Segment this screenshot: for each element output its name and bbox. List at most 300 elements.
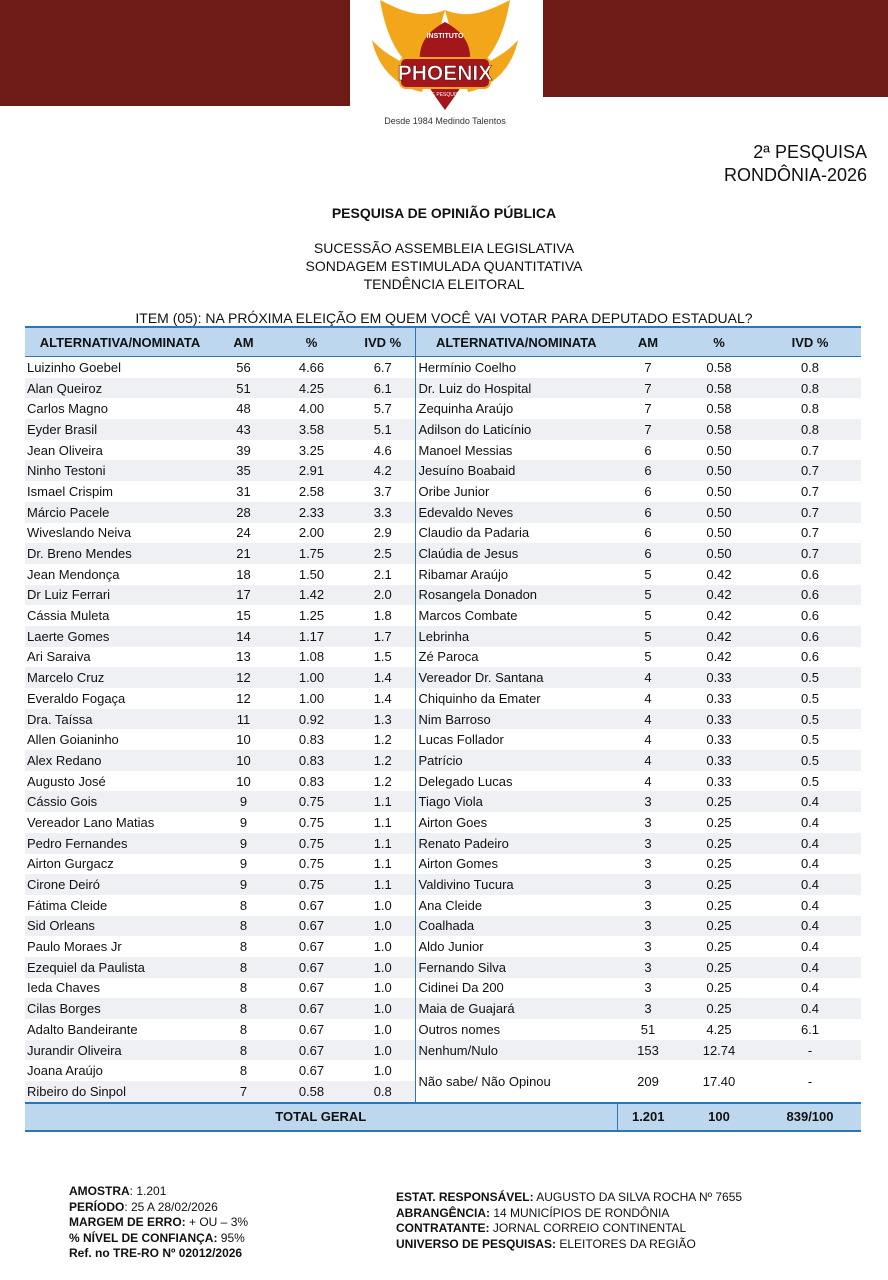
- table-row: [25, 419, 861, 440]
- cell-am-left: 39: [215, 440, 272, 461]
- table-row: [25, 750, 861, 771]
- cell-nominata-left: Dr. Breno Mendes: [25, 543, 215, 564]
- table-row: [25, 874, 861, 895]
- cell-ivd-left: 1.2: [351, 771, 415, 792]
- cell-am-right: 4: [617, 729, 679, 750]
- cell-nominata-left: Alex Redano: [25, 750, 215, 771]
- cell-pct-right: 0.42: [679, 605, 759, 626]
- footer-value: JORNAL CORREIO CONTINENTAL: [489, 1221, 687, 1235]
- cell-nominata-right: Dr. Luiz do Hospital: [415, 378, 617, 399]
- cell-pct-left: 1.08: [272, 647, 351, 668]
- cell-ivd-right: 0.4: [759, 936, 861, 957]
- cell-nominata-right: Lebrinha: [415, 626, 617, 647]
- cell-ivd-left: 6.7: [351, 357, 415, 378]
- survey-number: 2ª PESQUISA: [753, 142, 867, 162]
- cell-am-left: 21: [215, 543, 272, 564]
- footer-value: AUGUSTO DA SILVA ROCHA Nº 7655: [533, 1190, 743, 1204]
- cell-pct-right: 0.50: [679, 481, 759, 502]
- cell-ivd-right: 0.4: [759, 916, 861, 937]
- cell-nominata-left: Dr Luiz Ferrari: [25, 585, 215, 606]
- cell-nominata-right: Zequinha Araújo: [415, 398, 617, 419]
- cell-am-left: 10: [215, 729, 272, 750]
- cell-am-left: 43: [215, 419, 272, 440]
- cell-am-right: 3: [617, 812, 679, 833]
- table-row: [25, 605, 861, 626]
- cell-nominata-left: Laerte Gomes: [25, 626, 215, 647]
- cell-pct-left: 3.58: [272, 419, 351, 440]
- cell-am-right: 5: [617, 647, 679, 668]
- cell-ivd-right: 0.4: [759, 833, 861, 854]
- table-row: [25, 1060, 861, 1081]
- cell-pct-left: 0.83: [272, 729, 351, 750]
- cell-am-left: 15: [215, 605, 272, 626]
- cell-ivd-left: 1.1: [351, 854, 415, 875]
- subtitle-line-2: SONDAGEM ESTIMULADA QUANTITATIVA: [305, 258, 583, 274]
- cell-ivd-left: 5.7: [351, 398, 415, 419]
- cell-nominata-left: Allen Goianinho: [25, 729, 215, 750]
- footer-line: [396, 1190, 742, 1206]
- cell-pct-right: 0.33: [679, 688, 759, 709]
- footer-value: : 25 A 28/02/2026: [124, 1199, 218, 1214]
- footer-label: ESTAT. RESPONSÁVEL:: [396, 1190, 534, 1204]
- table-row: [25, 667, 861, 688]
- cell-am-right: 6: [617, 502, 679, 523]
- cell-nominata-left: Paulo Moraes Jr: [25, 936, 215, 957]
- cell-nominata-right: Ana Cleide: [415, 895, 617, 916]
- table-row: [25, 626, 861, 647]
- cell-ivd-right: 0.5: [759, 771, 861, 792]
- cell-am-left: 8: [215, 1019, 272, 1040]
- cell-ivd-left: 1.0: [351, 1040, 415, 1061]
- cell-pct-left: 0.67: [272, 916, 351, 937]
- table-row: [25, 647, 861, 668]
- cell-nominata-left: Marcelo Cruz: [25, 667, 215, 688]
- cell-ivd-right: 0.4: [759, 812, 861, 833]
- cell-pct-right: 0.42: [679, 647, 759, 668]
- cell-am-left: 8: [215, 895, 272, 916]
- header-am-right: AM: [617, 327, 679, 357]
- table-row: [25, 957, 861, 978]
- cell-pct-right: 0.50: [679, 523, 759, 544]
- cell-am-left: 51: [215, 378, 272, 399]
- table-row: [25, 771, 861, 792]
- cell-nominata-right: Manoel Messias: [415, 440, 617, 461]
- cell-pct-left: 0.75: [272, 791, 351, 812]
- cell-pct-left: 0.92: [272, 709, 351, 730]
- cell-nominata-left: Luizinho Goebel: [25, 357, 215, 378]
- cell-ivd-right: 0.7: [759, 460, 861, 481]
- subtitle-block: [0, 239, 888, 293]
- cell-nominata-right: Airton Gomes: [415, 854, 617, 875]
- cell-nominata-right: Ribamar Araújo: [415, 564, 617, 585]
- footer-label: ABRANGÊNCIA:: [396, 1205, 490, 1220]
- cell-ivd-left: 0.8: [351, 1081, 415, 1103]
- footer-line: [69, 1200, 248, 1216]
- footer-value: 95%: [217, 1230, 245, 1245]
- survey-label: [724, 141, 867, 187]
- footer-value: : 1.201: [129, 1184, 167, 1198]
- cell-nominata-right: Airton Goes: [415, 812, 617, 833]
- cell-pct-right: 0.50: [679, 502, 759, 523]
- cell-am-left: 31: [215, 481, 272, 502]
- cell-pct-right: 0.50: [679, 440, 759, 461]
- cell-pct-left: 3.25: [272, 440, 351, 461]
- cell-pct-left: 4.66: [272, 357, 351, 378]
- cell-ivd-left: 1.0: [351, 1019, 415, 1040]
- table-row: [25, 854, 861, 875]
- cell-am-right: 3: [617, 916, 679, 937]
- cell-am-right: 7: [617, 378, 679, 399]
- cell-nominata-left: Ribeiro do Sinpol: [25, 1081, 215, 1103]
- header-nominata-right: ALTERNATIVA/NOMINATA: [415, 327, 617, 357]
- cell-pct-left: 0.67: [272, 895, 351, 916]
- cell-ivd-left: 1.0: [351, 895, 415, 916]
- header-pct-right: %: [679, 327, 759, 357]
- table-row: [25, 812, 861, 833]
- cell-ivd-right: 0.8: [759, 419, 861, 440]
- footer-label: AMOSTRA: [69, 1184, 130, 1198]
- cell-ivd-right: 0.6: [759, 564, 861, 585]
- cell-am-left: 24: [215, 523, 272, 544]
- header-am-left: AM: [215, 327, 272, 357]
- logo-brand-text: PHOENIX: [397, 62, 493, 85]
- footer-label: CONTRATANTE:: [396, 1221, 490, 1235]
- cell-am-right: 5: [617, 626, 679, 647]
- cell-am-right: 6: [617, 523, 679, 544]
- cell-am-left: 18: [215, 564, 272, 585]
- phoenix-logo: [360, 0, 530, 128]
- cell-ivd-right: 0.6: [759, 647, 861, 668]
- cell-pct-left: 1.17: [272, 626, 351, 647]
- cell-pct-right: 0.25: [679, 812, 759, 833]
- cell-am-right: 3: [617, 874, 679, 895]
- cell-nominata-right: Maia de Guajará: [415, 998, 617, 1019]
- cell-pct-right: 4.25: [679, 1019, 759, 1040]
- cell-am-left: 7: [215, 1081, 272, 1103]
- footer-label: % NÍVEL DE CONFIANÇA:: [69, 1230, 218, 1245]
- cell-am-right: 209: [617, 1060, 679, 1102]
- cell-ivd-left: 1.0: [351, 936, 415, 957]
- cell-am-left: 35: [215, 460, 272, 481]
- cell-ivd-left: 1.2: [351, 750, 415, 771]
- cell-pct-left: 4.00: [272, 398, 351, 419]
- footer-label: PERÍODO: [69, 1199, 125, 1214]
- cell-pct-right: 0.50: [679, 543, 759, 564]
- cell-am-right: 5: [617, 605, 679, 626]
- cell-nominata-right: Marcos Combate: [415, 605, 617, 626]
- footer-label: Ref. no TRE-RO Nº 02012/2026: [69, 1246, 243, 1260]
- cell-pct-right: 0.58: [679, 419, 759, 440]
- cell-nominata-right: Nim Barroso: [415, 709, 617, 730]
- cell-ivd-left: 2.5: [351, 543, 415, 564]
- cell-nominata-left: Vereador Lano Matias: [25, 812, 215, 833]
- cell-am-left: 9: [215, 791, 272, 812]
- cell-nominata-left: Ninho Testoni: [25, 460, 215, 481]
- cell-ivd-right: 0.7: [759, 523, 861, 544]
- cell-am-right: 3: [617, 833, 679, 854]
- cell-am-right: 3: [617, 978, 679, 999]
- cell-nominata-right: Lucas Follador: [415, 729, 617, 750]
- cell-pct-right: 0.33: [679, 729, 759, 750]
- cell-pct-left: 0.67: [272, 998, 351, 1019]
- table-row: [25, 481, 861, 502]
- cell-nominata-left: Cirone Deiró: [25, 874, 215, 895]
- cell-pct-right: 0.58: [679, 378, 759, 399]
- cell-am-left: 9: [215, 874, 272, 895]
- cell-ivd-left: 1.1: [351, 812, 415, 833]
- footer-line: [69, 1184, 248, 1200]
- cell-nominata-right: Valdivino Tucura: [415, 874, 617, 895]
- cell-pct-right: 0.25: [679, 854, 759, 875]
- header-banner-right: [543, 0, 888, 97]
- cell-pct-left: 4.25: [272, 378, 351, 399]
- footer-right: [396, 1190, 742, 1252]
- cell-ivd-right: 0.4: [759, 874, 861, 895]
- table-row: [25, 502, 861, 523]
- footer-line: [69, 1215, 248, 1231]
- table-row: [25, 729, 861, 750]
- table-row: [25, 709, 861, 730]
- table-header-row: [25, 327, 861, 357]
- cell-pct-right: 0.58: [679, 357, 759, 378]
- cell-ivd-left: 1.0: [351, 978, 415, 999]
- cell-nominata-right: Aldo Junior: [415, 936, 617, 957]
- subtitle-line-3: TENDÊNCIA ELEITORAL: [363, 276, 525, 292]
- cell-pct-right: 0.25: [679, 936, 759, 957]
- cell-nominata-left: Augusto José: [25, 771, 215, 792]
- cell-pct-left: 2.00: [272, 523, 351, 544]
- cell-am-right: 7: [617, 419, 679, 440]
- footer-line: [396, 1206, 742, 1222]
- cell-pct-left: 0.67: [272, 1060, 351, 1081]
- cell-ivd-left: 1.1: [351, 874, 415, 895]
- cell-pct-left: 0.67: [272, 978, 351, 999]
- logo-top-text: INSTITUTO: [426, 33, 464, 40]
- cell-ivd-left: 1.2: [351, 729, 415, 750]
- table-row: [25, 916, 861, 937]
- cell-ivd-right: 0.7: [759, 481, 861, 502]
- cell-ivd-left: 3.3: [351, 502, 415, 523]
- cell-am-right: 5: [617, 564, 679, 585]
- cell-ivd-left: 2.1: [351, 564, 415, 585]
- cell-pct-right: 0.33: [679, 771, 759, 792]
- cell-nominata-left: Cilas Borges: [25, 998, 215, 1019]
- cell-pct-left: 0.67: [272, 957, 351, 978]
- cell-pct-left: 0.75: [272, 812, 351, 833]
- cell-ivd-left: 1.0: [351, 957, 415, 978]
- cell-am-left: 14: [215, 626, 272, 647]
- cell-am-left: 8: [215, 978, 272, 999]
- cell-ivd-right: 0.7: [759, 502, 861, 523]
- cell-ivd-left: 1.4: [351, 667, 415, 688]
- cell-nominata-left: Dra. Taíssa: [25, 709, 215, 730]
- table-row: [25, 833, 861, 854]
- cell-am-left: 8: [215, 916, 272, 937]
- header-ivd-left: IVD %: [351, 327, 415, 357]
- header-pct-left: %: [272, 327, 351, 357]
- cell-pct-right: 0.25: [679, 998, 759, 1019]
- cell-nominata-right: Edevaldo Neves: [415, 502, 617, 523]
- cell-nominata-left: Adalto Bandeirante: [25, 1019, 215, 1040]
- table-row: [25, 543, 861, 564]
- cell-am-left: 8: [215, 998, 272, 1019]
- cell-am-right: 4: [617, 688, 679, 709]
- cell-am-right: 3: [617, 791, 679, 812]
- cell-nominata-right: Renato Padeiro: [415, 833, 617, 854]
- footer-value: 14 MUNICÍPIOS DE RONDÔNIA: [490, 1205, 670, 1220]
- table-row: [25, 357, 861, 378]
- table-row: [25, 978, 861, 999]
- cell-pct-right: 0.42: [679, 564, 759, 585]
- cell-am-right: 153: [617, 1040, 679, 1061]
- cell-ivd-left: 1.0: [351, 916, 415, 937]
- cell-nominata-right: Rosangela Donadon: [415, 585, 617, 606]
- table-row: [25, 895, 861, 916]
- cell-ivd-right: 6.1: [759, 1019, 861, 1040]
- cell-pct-left: 1.50: [272, 564, 351, 585]
- cell-ivd-right: 0.8: [759, 398, 861, 419]
- cell-ivd-left: 6.1: [351, 378, 415, 399]
- cell-ivd-right: 0.7: [759, 440, 861, 461]
- cell-nominata-left: Joana Araújo: [25, 1060, 215, 1081]
- table-row: [25, 378, 861, 399]
- cell-am-left: 8: [215, 957, 272, 978]
- cell-pct-left: 1.00: [272, 667, 351, 688]
- cell-pct-right: 0.25: [679, 895, 759, 916]
- cell-ivd-right: 0.4: [759, 854, 861, 875]
- footer-line: [396, 1221, 742, 1237]
- footer-value: ELEITORES DA REGIÃO: [556, 1236, 696, 1251]
- cell-nominata-right: Claudio da Padaria: [415, 523, 617, 544]
- cell-nominata-right: Fernando Silva: [415, 957, 617, 978]
- cell-nominata-right: Vereador Dr. Santana: [415, 667, 617, 688]
- cell-nominata-left: Jean Oliveira: [25, 440, 215, 461]
- cell-nominata-right: Coalhada: [415, 916, 617, 937]
- cell-pct-right: 0.25: [679, 957, 759, 978]
- table-row: [25, 460, 861, 481]
- cell-am-right: 4: [617, 667, 679, 688]
- cell-nominata-left: Ieda Chaves: [25, 978, 215, 999]
- total-ivd: 839/100: [759, 1103, 861, 1131]
- cell-am-left: 9: [215, 854, 272, 875]
- footer-line: [396, 1237, 742, 1253]
- cell-am-left: 48: [215, 398, 272, 419]
- cell-ivd-left: 5.1: [351, 419, 415, 440]
- total-am: 1.201: [617, 1103, 679, 1131]
- total-pct: 100: [679, 1103, 759, 1131]
- cell-pct-left: 0.67: [272, 1040, 351, 1061]
- cell-am-right: 6: [617, 460, 679, 481]
- cell-nominata-left: Cássio Gois: [25, 791, 215, 812]
- cell-ivd-left: 1.8: [351, 605, 415, 626]
- cell-am-left: 13: [215, 647, 272, 668]
- cell-pct-left: 0.58: [272, 1081, 351, 1103]
- cell-ivd-right: 0.5: [759, 688, 861, 709]
- table-row: [25, 523, 861, 544]
- cell-am-right: 4: [617, 750, 679, 771]
- cell-am-left: 10: [215, 750, 272, 771]
- cell-ivd-left: 1.3: [351, 709, 415, 730]
- cell-nominata-right: Nenhum/Nulo: [415, 1040, 617, 1061]
- cell-am-left: 8: [215, 1060, 272, 1081]
- cell-nominata-right: Tiago Viola: [415, 791, 617, 812]
- cell-ivd-left: 2.9: [351, 523, 415, 544]
- cell-am-left: 8: [215, 936, 272, 957]
- cell-pct-right: 0.33: [679, 750, 759, 771]
- cell-pct-left: 0.75: [272, 874, 351, 895]
- cell-ivd-right: 0.4: [759, 978, 861, 999]
- cell-pct-right: 0.25: [679, 874, 759, 895]
- cell-am-left: 9: [215, 833, 272, 854]
- cell-ivd-left: 1.1: [351, 791, 415, 812]
- cell-ivd-right: 0.8: [759, 378, 861, 399]
- cell-pct-right: 0.33: [679, 667, 759, 688]
- cell-am-right: 3: [617, 895, 679, 916]
- footer-value: + OU – 3%: [185, 1215, 249, 1229]
- cell-am-left: 12: [215, 688, 272, 709]
- cell-ivd-right: 0.7: [759, 543, 861, 564]
- cell-am-left: 10: [215, 771, 272, 792]
- cell-nominata-right: Claúdia de Jesus: [415, 543, 617, 564]
- cell-pct-right: 0.42: [679, 585, 759, 606]
- cell-pct-right: 12.74: [679, 1040, 759, 1061]
- cell-nominata-left: Airton Gurgacz: [25, 854, 215, 875]
- cell-am-right: 3: [617, 957, 679, 978]
- cell-ivd-right: 0.4: [759, 957, 861, 978]
- cell-nominata-right: Jesuíno Boabaid: [415, 460, 617, 481]
- cell-am-right: 7: [617, 357, 679, 378]
- cell-pct-left: 1.75: [272, 543, 351, 564]
- cell-ivd-left: 1.4: [351, 688, 415, 709]
- footer-line: [69, 1231, 248, 1247]
- cell-nominata-left: Eyder Brasil: [25, 419, 215, 440]
- survey-region: RONDÔNIA-2026: [723, 165, 867, 185]
- cell-nominata-left: Cássia Muleta: [25, 605, 215, 626]
- cell-pct-right: 0.25: [679, 978, 759, 999]
- cell-nominata-right: Zé Paroca: [415, 647, 617, 668]
- cell-pct-right: 0.42: [679, 626, 759, 647]
- cell-ivd-left: 4.2: [351, 460, 415, 481]
- cell-nominata-left: Ari Saraiva: [25, 647, 215, 668]
- cell-am-right: 4: [617, 709, 679, 730]
- cell-nominata-left: Jurandir Oliveira: [25, 1040, 215, 1061]
- footer-line: [69, 1246, 248, 1262]
- subtitle-line-1: SUCESSÃO ASSEMBLEIA LEGISLATIVA: [313, 240, 575, 256]
- cell-pct-left: 0.67: [272, 936, 351, 957]
- cell-am-left: 56: [215, 357, 272, 378]
- table-row: [25, 1019, 861, 1040]
- header-banner-left: [0, 0, 350, 106]
- cell-pct-right: 0.58: [679, 398, 759, 419]
- cell-am-left: 28: [215, 502, 272, 523]
- cell-pct-right: 17.40: [679, 1060, 759, 1102]
- cell-am-left: 17: [215, 585, 272, 606]
- cell-nominata-left: Sid Orleans: [25, 916, 215, 937]
- table-row: [25, 585, 861, 606]
- table-row: [25, 1040, 861, 1061]
- cell-pct-right: 0.25: [679, 833, 759, 854]
- cell-nominata-left: Fátima Cleide: [25, 895, 215, 916]
- cell-nominata-right: Cidinei Da 200: [415, 978, 617, 999]
- cell-pct-left: 1.00: [272, 688, 351, 709]
- cell-am-left: 12: [215, 667, 272, 688]
- cell-nominata-right: Adilson do Laticínio: [415, 419, 617, 440]
- logo-tagline: Desde 1984 Medindo Talentos: [384, 116, 506, 126]
- cell-nominata-left: Márcio Pacele: [25, 502, 215, 523]
- cell-pct-left: 0.83: [272, 750, 351, 771]
- cell-ivd-left: 2.0: [351, 585, 415, 606]
- cell-ivd-left: 1.5: [351, 647, 415, 668]
